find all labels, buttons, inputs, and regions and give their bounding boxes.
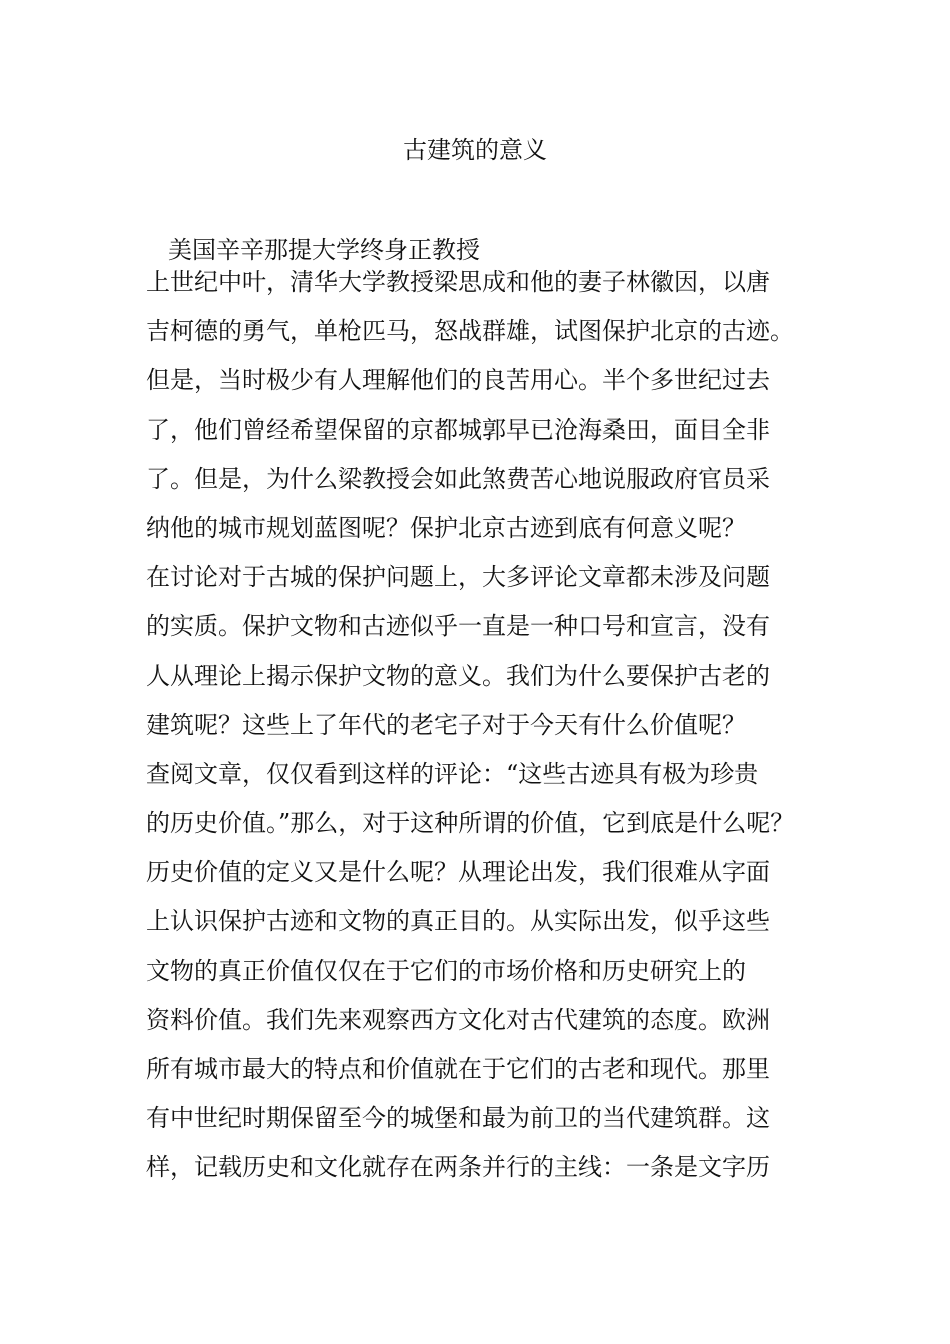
text-line: 有中世纪时期保留至今的城堡和最为前卫的当代建筑群。这 [146, 1104, 770, 1133]
text-line: 文物的真正价值仅仅在于它们的市场价格和历史研究上的 [146, 956, 746, 985]
text-line: 所有城市最大的特点和价值就在于它们的古老和现代。那里 [146, 1055, 770, 1083]
text-line: 但是，当时极少有人理解他们的良苦用心。半个多世纪过去 [146, 366, 770, 395]
text-line: 样，记载历史和文化就存在两条并行的主线：一条是文字历 [146, 1153, 770, 1182]
text-line: 建筑呢？这些上了年代的老宅子对于今天有什么价值呢？ [146, 710, 746, 739]
text-line: 的历史价值。”那么，对于这种所谓的价值，它到底是什么呢？ [146, 809, 795, 838]
text-line: 吉柯德的勇气，单枪匹马，怒战群雄，试图保护北京的古迹。 [146, 317, 794, 346]
text-line: 资料价值。我们先来观察西方文化对古代建筑的态度。欧洲 [146, 1005, 770, 1034]
text-line: 了，他们曾经希望保留的京都城郭早已沧海桑田，面目全非 [146, 415, 770, 444]
body-text [146, 258, 826, 1193]
text-line: 纳他的城市规划蓝图呢？保护北京古迹到底有何意义呢？ [146, 513, 746, 542]
text-line: 在讨论对于古城的保护问题上，大多评论文章都未涉及问题 [146, 563, 770, 592]
text-line: 上认识保护古迹和文物的真正目的。从实际出发，似乎这些 [146, 907, 770, 936]
text-line: 了。但是，为什么梁教授会如此煞费苦心地说服政府官员采 [146, 464, 770, 493]
text-line: 人从理论上揭示保护文物的意义。我们为什么要保护古老的 [146, 661, 770, 690]
text-line: 查阅文章，仅仅看到这样的评论：“这些古迹具有极为珍贵 [146, 759, 759, 788]
text-line: 历史价值的定义又是什么呢？从理论出发，我们很难从字面 [146, 858, 770, 887]
text-line: 的实质。保护文物和古迹似乎一直是一种口号和宣言，没有 [146, 612, 770, 641]
document-title: 古建筑的意义 [403, 136, 547, 164]
author-byline: 美国辛辛那提大学终身正教授 [168, 236, 480, 264]
text-line: 上世纪中叶，清华大学教授梁思成和他的妻子林徽因，以唐 [146, 268, 770, 296]
